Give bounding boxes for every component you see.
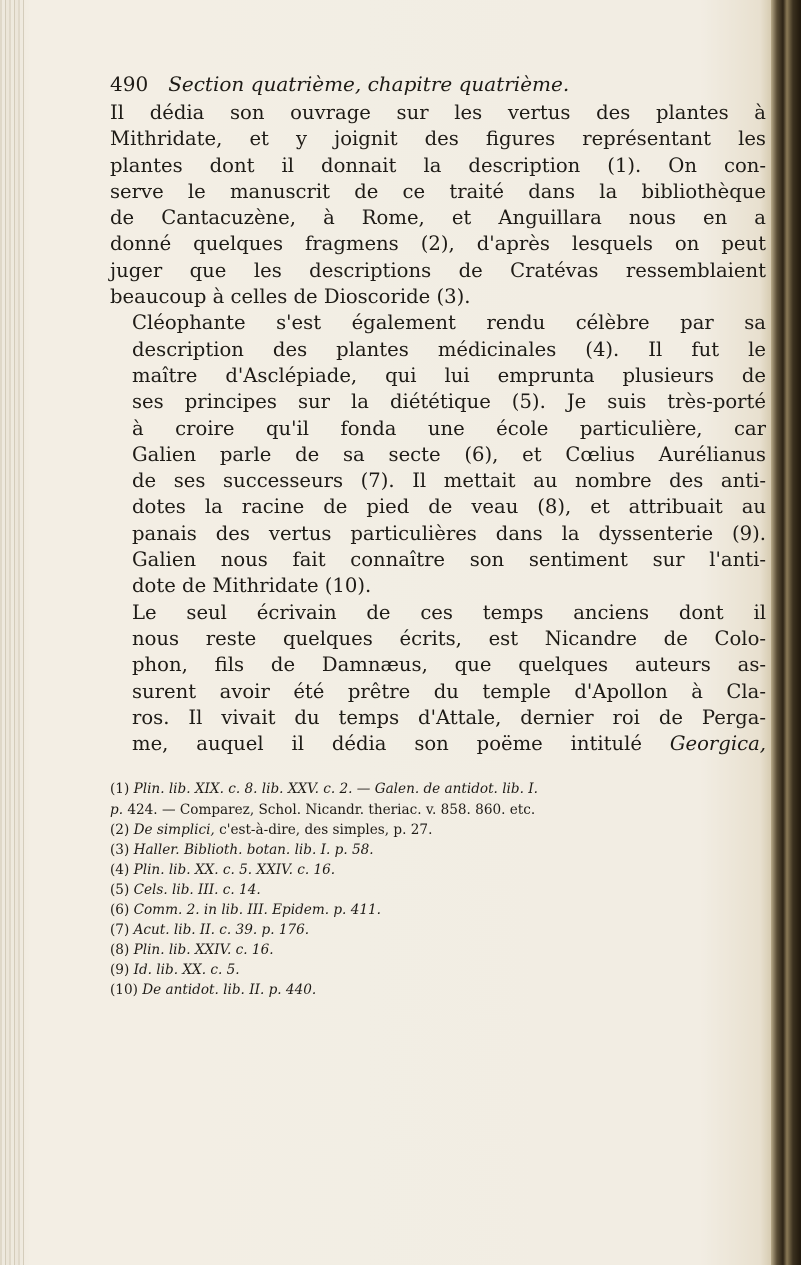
running-head <box>110 70 766 98</box>
footnote-ref: Haller. Biblioth. botan. lib. I. p. 58. <box>133 841 374 858</box>
footnote-text: 424. — Comparez, Schol. Nicandr. theriac. v. 858. 860. etc. <box>127 801 536 818</box>
footnote-ref: Plin. lib. XX. c. 5. XXIV. c. 16. <box>133 861 336 878</box>
footnote-8 <box>110 940 766 960</box>
footnote-mark: (4) <box>110 861 130 878</box>
page-number: 490 <box>110 72 149 96</box>
book-edge <box>771 0 801 1265</box>
footnote-3 <box>110 840 766 860</box>
text-line: Galien parle de sa secte (6), et Cœlius Aurélianus <box>132 442 766 466</box>
text-line: à croire qu'il fonda une école particulière, car <box>132 416 766 440</box>
footnote-mark: (10) <box>110 982 138 999</box>
text-line: dotes la racine de pied de veau (8), et attribuait au <box>132 495 766 519</box>
text-line: phon, fils de Damnæus, que quelques auteurs as- <box>132 653 766 677</box>
text-line: donné quelques fragmens (2), d'après lesquels on peut <box>110 232 766 256</box>
footnote-4 <box>110 860 766 880</box>
running-title: Section quatrième, chapitre quatrième. <box>168 72 570 96</box>
footnote-ref: Comm. 2. in lib. III. Epidem. p. 411. <box>133 901 381 918</box>
text-line: juger que les descriptions de Cratévas ressemblaient <box>110 258 766 282</box>
body-text <box>110 100 766 757</box>
text-line: description des plantes médicinales (4). Il fut le <box>132 337 766 361</box>
footnote-1 <box>110 779 766 799</box>
footnote-mark: (9) <box>110 962 130 979</box>
footnote-ref: Plin. lib. XXIV. c. 16. <box>133 942 274 959</box>
work-title: Georgica, <box>669 732 766 756</box>
footnote-mark: (7) <box>110 922 130 939</box>
footnote-mark: (5) <box>110 881 130 898</box>
footnote-ref: De antidot. lib. II. p. 440. <box>142 982 317 999</box>
text-line: Mithridate, et y joignit des figures représentant les <box>110 127 766 151</box>
footnote-mark: (6) <box>110 901 130 918</box>
text-line: ses principes sur la diététique (5). Je suis très-porté <box>132 390 766 414</box>
footnote-ref: Id. lib. XX. c. 5. <box>133 962 240 979</box>
text-line: Le seul écrivain de ces temps anciens dont il <box>132 600 766 624</box>
text-line: plantes dont il donnait la description (1). On con- <box>110 153 766 177</box>
footnote-1-cont <box>110 800 766 820</box>
footnote-text: c'est-à-dire, des simples, p. 27. <box>219 821 433 838</box>
text-line: Il dédia son ouvrage sur les vertus des plantes à <box>110 101 766 124</box>
footnote-9 <box>110 960 766 980</box>
footnote-ref: Acut. lib. II. c. 39. p. 176. <box>133 922 310 939</box>
footnote-mark: (1) <box>110 781 130 798</box>
footnote-7 <box>110 920 766 940</box>
text-line: dote de Mithridate (10). <box>132 574 372 598</box>
page-gutter <box>0 0 24 1265</box>
text-line: beaucoup à celles de Dioscoride (3). <box>110 285 471 309</box>
paragraph-3 <box>110 600 766 758</box>
footnote-mark: (3) <box>110 841 130 858</box>
footnote-6 <box>110 900 766 920</box>
text-line: serve le manuscrit de ce traité dans la bibliothèque <box>110 179 766 203</box>
footnote-2 <box>110 820 766 840</box>
text-line: Galien nous fait connaître son sentiment sur l'anti- <box>132 548 766 572</box>
footnote-ref: p. <box>110 801 124 818</box>
text-line: maître d'Asclépiade, qui lui emprunta plusieurs de <box>132 363 766 387</box>
text-line-final <box>110 731 766 757</box>
paragraph-1 <box>110 100 766 310</box>
text-line: de ses successeurs (7). Il mettait au nombre des anti- <box>132 469 766 493</box>
text-line: nous reste quelques écrits, est Nicandre de Colo- <box>132 626 766 650</box>
text-line: surent avoir été prêtre du temple d'Apollon à Cla- <box>132 679 766 703</box>
footnote-ref: Plin. lib. XIX. c. 8. lib. XXV. c. 2. — Galen. de antidot. lib. I. <box>133 781 538 798</box>
paragraph-2 <box>110 310 766 599</box>
text-line: ros. Il vivait du temps d'Attale, dernier roi de Perga- <box>132 705 766 729</box>
text-line-start: me, auquel il dédia son poëme intitulé <box>132 732 643 756</box>
footnote-5 <box>110 880 766 900</box>
footnote-ref: Cels. lib. III. c. 14. <box>133 881 261 898</box>
footnote-ref: De simplici, <box>133 821 215 838</box>
footnote-10 <box>110 980 766 1000</box>
footnote-mark: (8) <box>110 942 130 959</box>
page-content <box>110 70 766 1000</box>
text-line: Cléophante s'est également rendu célèbre par sa <box>132 311 766 335</box>
text-line: panais des vertus particulières dans la dyssenterie (9). <box>132 521 766 545</box>
footnote-mark: (2) <box>110 821 130 838</box>
text-line: de Cantacuzène, à Rome, et Anguillara nous en a <box>110 206 766 230</box>
footnotes <box>110 779 766 1000</box>
